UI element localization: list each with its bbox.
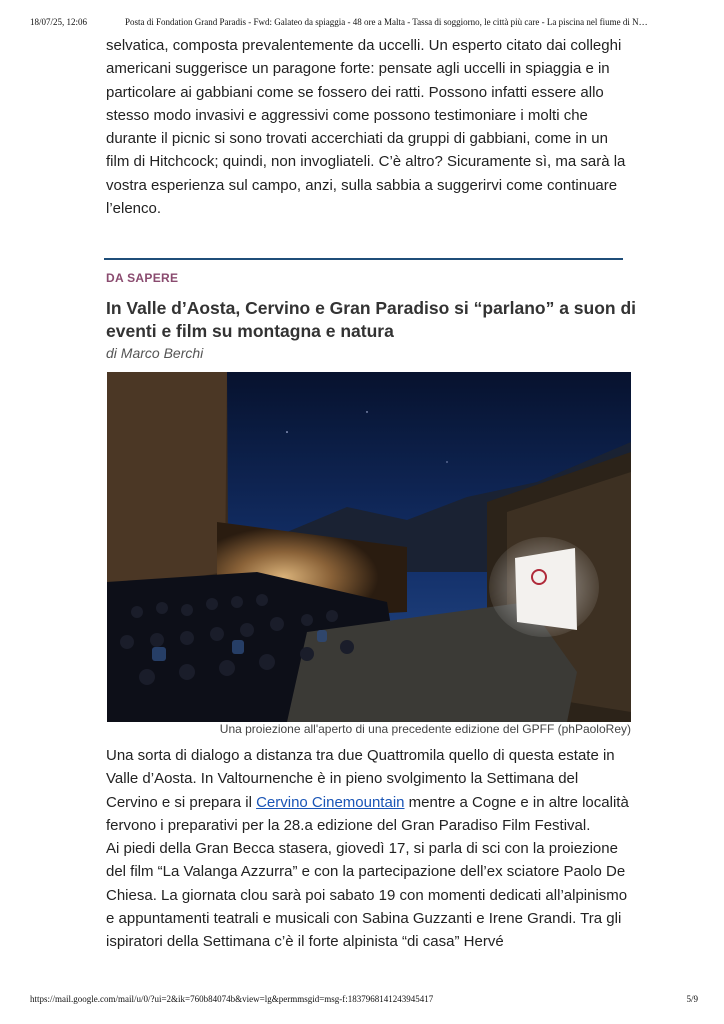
article-photo [107, 372, 631, 722]
article-title: In Valle d’Aosta, Cervino e Gran Paradiso si “parlano” a suon di eventi e film su montagna e natura [106, 298, 637, 341]
print-footer [30, 994, 698, 1004]
print-page-number: 5/9 [686, 994, 698, 1004]
outdoor-screening-photo [107, 372, 631, 722]
article-byline: di Marco Berchi [106, 345, 204, 361]
paragraph-1-text-a: Una sorta di dialogo a distanza tra due Quattromila quello di questa estate in Valle d’Aosta. In Valtournenche è in pieno svolgimento la Settimana del Cervino e si prepara il [106, 747, 615, 811]
section-divider [104, 258, 623, 260]
cervino-cinemountain-link[interactable]: Cervino Cinemountain [256, 793, 405, 811]
print-title: Posta di Fondation Grand Paradis - Fwd: Galateo da spiaggia - 48 ore a Malta - Tassa di soggiorno, le città più care - La piscina nel fiume di N… [125, 17, 648, 27]
print-url: https://mail.google.com/mail/u/0/?ui=2&ik=760b84074b&view=lg&permmsgid=msg-f:1837968141243945417 [30, 994, 434, 1004]
article-body [106, 744, 634, 954]
print-datetime: 18/07/25, 12:06 [30, 17, 88, 27]
article-paragraph-2: Ai piedi della Gran Becca stasera, giovedì 17, si parla di sci con la proiezione del film “La Valanga Azzurra” e con la partecipazione dell’ex sciatore Paolo De Chiesa. La giornata clou sarà poi sabato 19 con momenti dedicati all’alpinismo e appuntamenti teatrali e musicali con Sabina Guzzanti e Irene Grandi. Tra gli ispiratori della Settimana c’è il forte alpinista “di casa” Hervé [106, 840, 628, 951]
section-label: DA SAPERE [106, 271, 179, 285]
print-header [30, 17, 700, 27]
photo-caption: Una proiezione all'aperto di una precedente edizione del GPFF (phPaoloRey) [219, 722, 631, 736]
article-paragraph-1 [106, 744, 634, 837]
paragraph-1-text-b: mentre a Cogne e in altre località fervono i preparativi per la 28.a edizione del Gran Paradiso Film Festival. [106, 793, 629, 834]
intro-paragraph: selvatica, composta prevalentemente da uccelli. Un esperto citato dai colleghi americani suggerisce un paragone forte: pensate agli uccelli in spiaggia e in particolare ai gabbiani come se fossero dei ratti. Possono infatti essere allo stesso modo invasivi e aggressivi come possono testimoniare i molti che durante il picnic si sono trovati accerchiati da gruppi di gabbiani, come in un film di Hitchcock; quindi, non invogliateli. C’è altro? Sicuramente sì, ma sarà la vostra esperienza sul campo, anzi, sulla sabbia a suggerirvi come continuare l’elenco. [106, 37, 626, 218]
